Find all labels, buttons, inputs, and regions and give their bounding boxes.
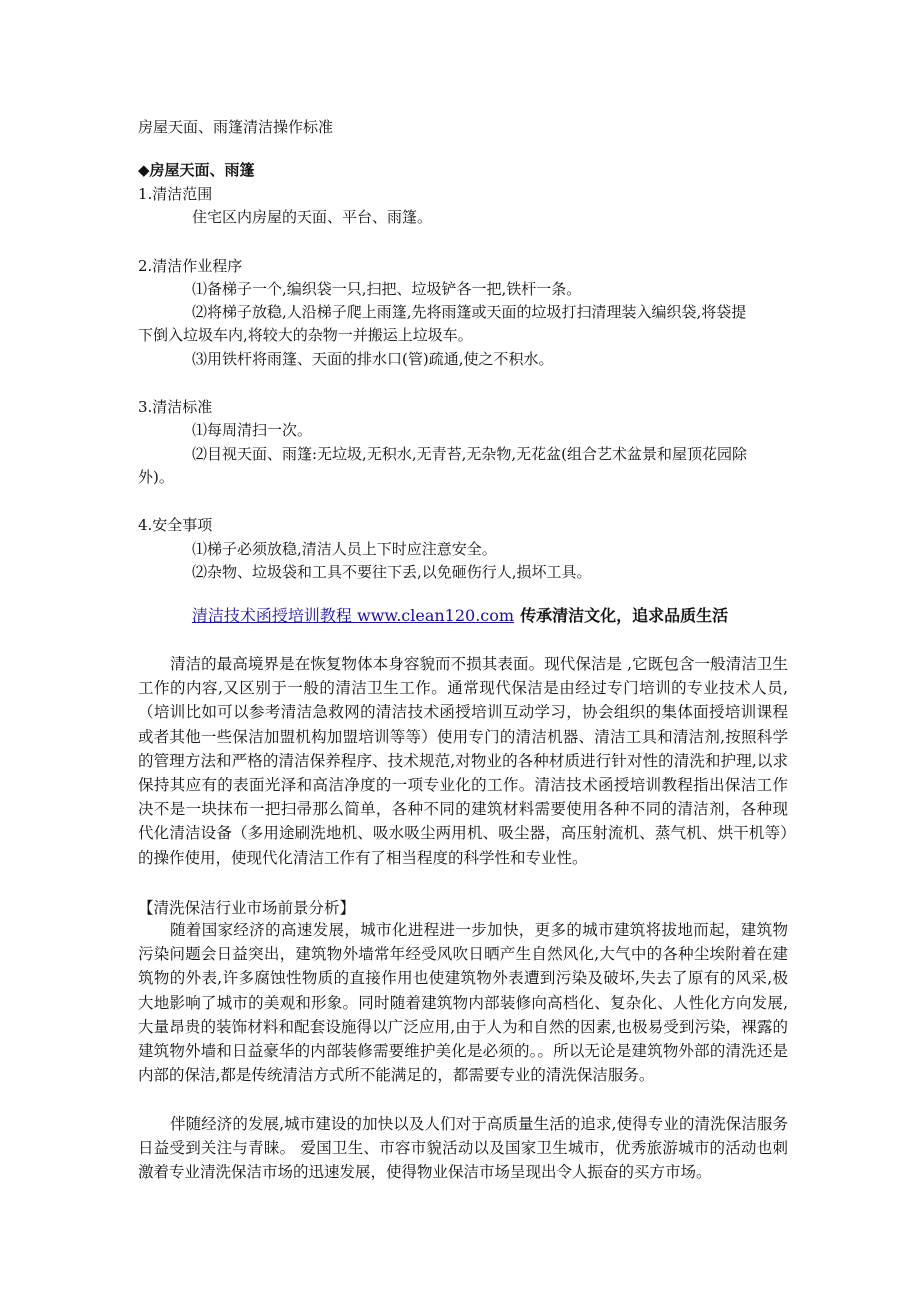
training-link-url: www.clean120.com (357, 606, 515, 625)
training-link-text: 清洁技术函授培训教程 (191, 606, 352, 625)
s2-item-3: ⑶用铁杆将雨篷、天面的排水口(管)疏通,使之不积水。 (192, 350, 554, 368)
s3-item-2a: ⑵目视天面、雨篷:无垃圾,无积水,无青苔,无杂物,无花盆(组合艺术盆景和屋顶花园除 (192, 445, 747, 463)
s1-heading: 1.清洁范围 (138, 185, 213, 203)
article-paragraph-1: 清洁的最高境界是在恢复物体本身容貌而不损其表面。现代保洁是 ,它既包含一般清洁卫生工作的内容,又区别于一般的清洁卫生工作。通常现代保洁是由经过专门培训的专业技术人员,（培训比如可以参考清洁急救网的清洁技术函授培训互动学习，协会组织的集体面授培训课程或者其他一些保洁加盟机构加盟培训等等）使用专门的清洁机器、清洁工具和清洁剂,按照科学的管理方法和严格的清洁保养程序、技术规范,对物业的各种材质进行针对性的清洗和护理,以求保持其应有的表面光泽和高洁净度的一项专业化的工作。清洁技术函授培训教程指出保洁工作决不是一块抹布一把扫帚那么简单，各种不同的建筑材料需要使用各种不同的清洁剂，各种现代化清洁设备（多用途刷洗地机、吸水吸尘两用机、吸尘器，高压射流机、蒸气机、烘干机等）的操作使用，使现代化清洁工作有了相当程度的科学性和专业性。 (138, 655, 788, 867)
s4-item-2: ⑵杂物、垃圾袋和工具不要往下丢,以免砸伤行人,损坏工具。 (192, 563, 592, 581)
promo-banner (0, 604, 920, 628)
s2-item-2a: ⑵将梯子放稳,人沿梯子爬上雨篷,先将雨篷或天面的垃圾打扫清理装入编织袋,将袋提 (192, 303, 747, 321)
s2-item-2b: 下倒入垃圾车内,将较大的杂物一并搬运上垃圾车。 (138, 326, 473, 344)
article-paragraph-3: 伴随经济的发展,城市建设的加快以及人们对于高质量生活的追求,使得专业的清洗保洁服务日益受到关注与青睐。 爱国卫生、市容市貌活动以及国家卫生城市，优秀旅游城市的活动也刺激着专业清洗保洁市场的迅速发展，使得物业保洁市场呈现出令人振奋的买方市场。 (138, 1115, 788, 1182)
training-link[interactable] (192, 606, 514, 625)
s3-item-1: ⑴每周清扫一次。 (192, 421, 313, 439)
article-heading: 【清洗保洁行业市场前景分析】 (138, 899, 356, 917)
s3-heading: 3.清洁标准 (138, 398, 213, 416)
s2-item-1: ⑴备梯子一个,编织袋一只,扫把、垃圾铲各一把,铁杆一条。 (192, 280, 582, 298)
article-paragraph-2: 随着国家经济的高速发展，城市化进程进一步加快，更多的城市建筑将拔地而起，建筑物污染问题会日益突出，建筑物外墙常年经受风吹日晒产生自然风化,大气中的各种尘埃附着在建筑物的外表,许多腐蚀性物质的直接作用也使建筑物外表遭到污染及破坏,失去了原有的风采,极大地影响了城市的美观和形象。同时随着建筑物内部装修向高档化、复杂化、人性化方向发展,大量昂贵的装饰材料和配套设施得以广泛应用,由于人为和自然的因素,也极易受到污染，裸露的建筑物外墙和日益豪华的内部装修需要维护美化是必须的。。所以无论是建筑物外部的清洗还是内部的保洁,都是传统清洁方式所不能满足的，都需要专业的清洗保洁服务。 (138, 921, 788, 1085)
s4-heading: 4.安全事项 (138, 516, 213, 534)
document-title: 房屋天面、雨篷清洁操作标准 (138, 118, 334, 136)
s2-heading: 2.清洁作业程序 (138, 257, 243, 275)
s4-item-1: ⑴梯子必须放稳,清洁人员上下时应注意安全。 (192, 540, 497, 558)
section-heading: ◆房屋天面、雨篷 (138, 161, 255, 179)
s3-item-2b: 外)。 (138, 468, 174, 486)
s1-text: 住宅区内房屋的天面、平台、雨篷。 (192, 208, 433, 226)
banner-slogan: 传承清洁文化，追求品质生活 (520, 606, 729, 625)
